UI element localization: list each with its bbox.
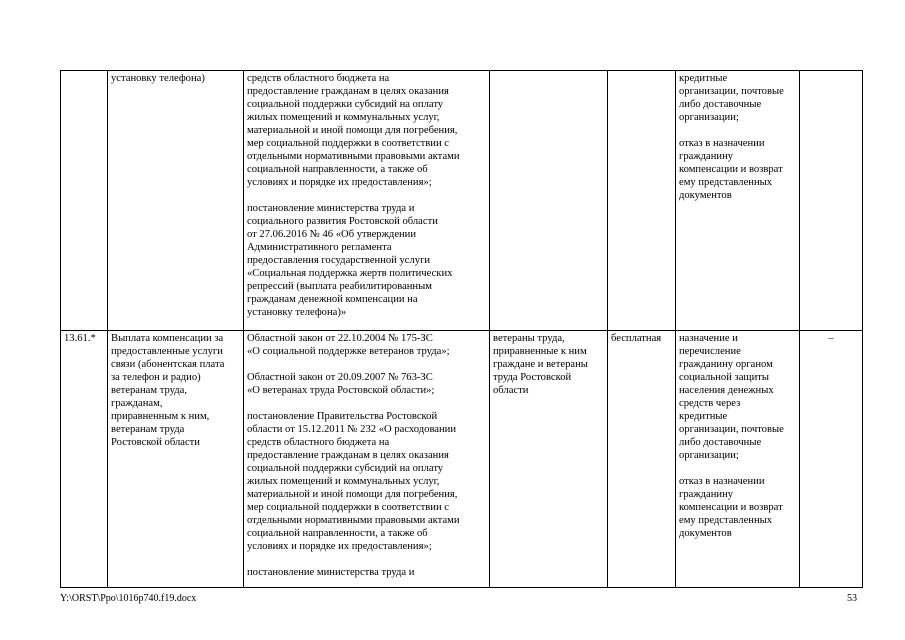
text-line: кредитные [679,411,728,422]
blank-line [247,553,486,566]
text-line: средств через [679,398,741,409]
text-line: отдельными нормативными правовыми актами [247,151,460,162]
text-line: ему представленных [679,177,773,188]
footer-file-path: Y:\ORST\Ppo\1016p740.f19.docx [60,593,197,604]
text-line: Выплата компенсации за [111,333,224,344]
text-line: мер социальной поддержки в соответствии с [247,502,449,513]
text-line: приравненным к ним, [111,411,210,422]
row-number-cell: 13.61.* [61,331,108,588]
text-line: перечисление [679,346,741,357]
extra-cell: – [800,331,863,588]
text-line: организации, почтовые [679,86,784,97]
text-line: постановление Правительства Ростовской [247,411,438,422]
page-number: 53 [847,593,857,604]
payment-cell: бесплатная [608,331,676,588]
result-cell [676,71,800,331]
table-row [61,71,863,331]
recipients-cell [490,331,608,588]
text-line: от 27.06.2016 № 46 «Об утверждении [247,229,417,240]
text-line: Областной закон от 22.10.2004 № 175-ЗС [247,333,433,344]
text-line: социальной защиты [679,372,769,383]
text-line: ветеранам труда [111,424,185,435]
text-line: приравненные к ним [493,346,587,357]
text-line: социальной поддержки субсидий на оплату [247,99,444,110]
text-line: компенсации и возврат [679,502,783,513]
text-line: «Социальная поддержка жертв политических [247,268,453,279]
text-line: «О ветеранах труда Ростовской области»; [247,385,435,396]
text-line: Ростовской области [111,437,200,448]
text-line: гражданину [679,151,734,162]
text-line: репрессий (выплата реабилитированным [247,281,432,292]
text-line: либо доставочные [679,99,762,110]
text-line: организации; [679,112,739,123]
blank-line [247,189,486,202]
text-line: документов [679,190,732,201]
text-line: социального развития Ростовской области [247,216,438,227]
text-line: установку телефона) [111,73,205,84]
text-line: организации, почтовые [679,424,784,435]
blank-line [679,462,796,475]
text-line: социальной направленности, а также об [247,528,428,539]
text-line: предоставление гражданам в целях оказания [247,450,449,461]
text-line: назначение и [679,333,738,344]
service-name-cell [108,71,244,331]
service-name-cell [108,331,244,588]
text-line: компенсации и возврат [679,164,783,175]
text-line: за телефон и радио) [111,372,201,383]
services-table [60,70,863,588]
text-line: предоставления государственной услуги [247,255,431,266]
row-number-cell [61,71,108,331]
text-line: отдельными нормативными правовыми актами [247,515,460,526]
text-line: отказ в назначении [679,476,765,487]
text-line: социальной поддержки субсидий на оплату [247,463,444,474]
text-line: гражданину органом [679,359,773,370]
text-line: связи (абонентская плата [111,359,225,370]
text-line: организации; [679,450,739,461]
result-cell [676,331,800,588]
text-line: мер социальной поддержки в соответствии с [247,138,449,149]
text-line: средств областного бюджета на [247,437,390,448]
text-line: материальной и иной помощи для погребения, [247,125,458,136]
text-line: кредитные [679,73,728,84]
blank-line [247,397,486,410]
text-line: жилых помещений и коммунальных услуг, [247,476,440,487]
text-line: области [493,385,529,396]
text-line: ветеранам труда, [111,385,187,396]
text-line: Областной закон от 20.09.2007 № 763-ЗС [247,372,433,383]
text-line: населения денежных [679,385,774,396]
text-line: условиях и порядке их предоставления»; [247,541,432,552]
recipients-cell [490,71,608,331]
text-line: гражданам, [111,398,163,409]
text-line: установку телефона)» [247,307,347,318]
text-line: труда Ростовской [493,372,572,383]
text-line: предоставление гражданам в целях оказания [247,86,449,97]
text-line: жилых помещений и коммунальных услуг, [247,112,440,123]
text-line: гражданину [679,489,734,500]
blank-line [679,124,796,137]
text-line: материальной и иной помощи для погребения, [247,489,458,500]
text-line: ему представленных [679,515,773,526]
text-line: средств областного бюджета на [247,73,390,84]
text-line: области от 15.12.2011 № 232 «О расходовании [247,424,457,435]
text-line: отказ в назначении [679,138,765,149]
payment-cell [608,71,676,331]
text-line: либо доставочные [679,437,762,448]
extra-cell [800,71,863,331]
text-line: социальной направленности, а также об [247,164,428,175]
legal-basis-cell [244,331,490,588]
text-line: гражданам денежной компенсации на [247,294,418,305]
text-line: граждане и ветераны [493,359,588,370]
table-row [61,331,863,588]
text-line: постановление министерства труда и [247,203,415,214]
text-line: Административного регламента [247,242,392,253]
text-line: постановление министерства труда и [247,567,415,578]
text-line: «О социальной поддержке ветеранов труда»; [247,346,450,357]
text-line: условиях и порядке их предоставления»; [247,177,432,188]
text-line: документов [679,528,732,539]
blank-line [247,358,486,371]
text-line: ветераны труда, [493,333,565,344]
legal-basis-cell [244,71,490,331]
text-line: предоставленные услуги [111,346,223,357]
